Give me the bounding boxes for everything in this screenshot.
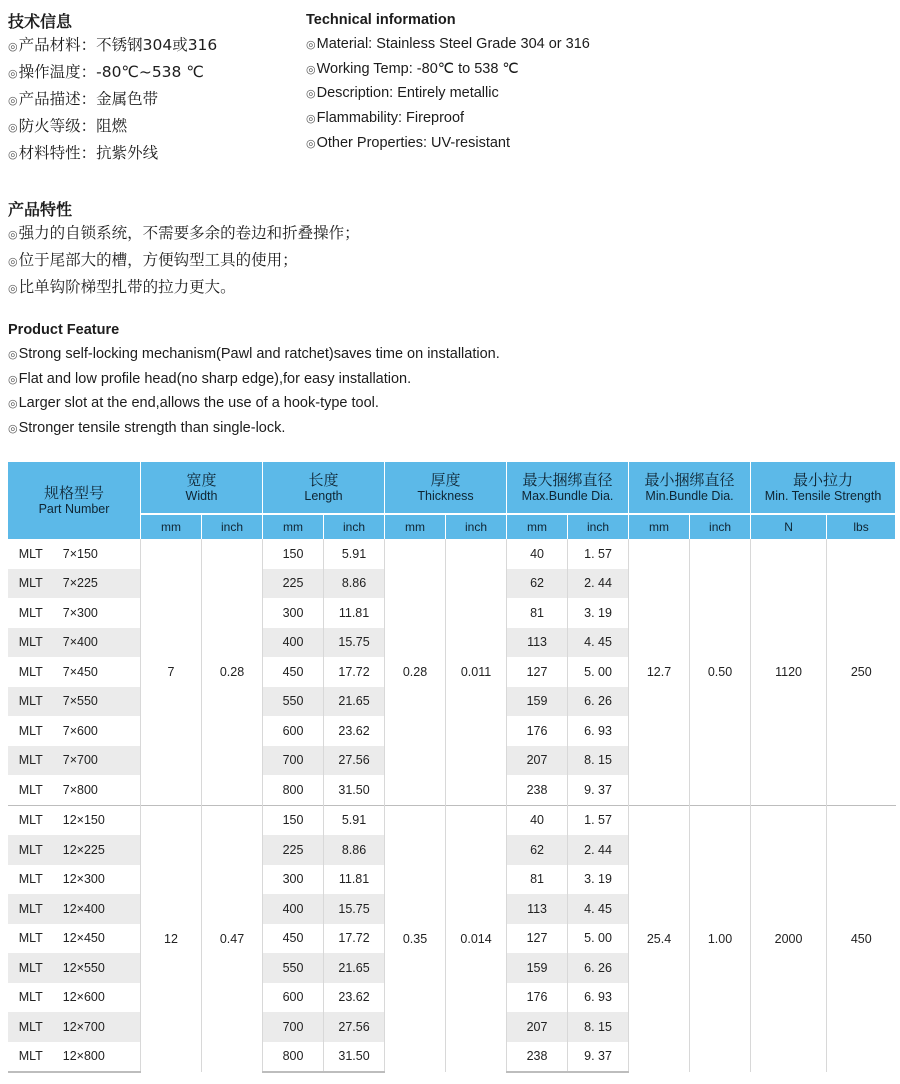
tech-en-title: Technical information: [306, 12, 456, 28]
max-bundle-mm-cell: 40: [507, 805, 568, 835]
unit-cell: mm: [629, 514, 690, 539]
length-mm-cell: 700: [263, 746, 324, 776]
unit-cell: inch: [568, 514, 629, 539]
part-size: 7×150: [62, 546, 98, 561]
max-bundle-inch-cell: 2. 44: [568, 569, 629, 599]
part-size: 7×300: [62, 605, 98, 620]
bullet-icon: ◎: [8, 349, 18, 361]
length-inch-cell: 27.56: [324, 1012, 385, 1042]
feature-en-item: ◎Strong self-locking mechanism(Pawl and ratchet)saves time on installation.: [8, 346, 500, 362]
part-prefix: MLT: [18, 635, 43, 650]
part-prefix: MLT: [18, 1019, 43, 1034]
max-bundle-inch-cell: 8. 15: [568, 1012, 629, 1042]
max-bundle-inch-cell: 4. 45: [568, 628, 629, 658]
bullet-icon: ◎: [8, 94, 18, 107]
length-mm-cell: 450: [263, 657, 324, 687]
header-length: 长度 Length: [263, 462, 385, 514]
min-bundle-mm-cell: 12.7: [629, 539, 690, 805]
length-inch-cell: 15.75: [324, 628, 385, 658]
feature-cn-item: ◎位于尾部大的槽，方便钩型工具的使用；: [8, 251, 298, 269]
feature-cn-item: ◎比单钩阶梯型扎带的拉力更大。: [8, 278, 236, 296]
max-bundle-inch-cell: 6. 93: [568, 716, 629, 746]
length-inch-cell: 17.72: [324, 924, 385, 954]
max-bundle-mm-cell: 176: [507, 983, 568, 1013]
bullet-icon: ◎: [8, 40, 18, 53]
length-mm-cell: 450: [263, 924, 324, 954]
length-inch-cell: 23.62: [324, 716, 385, 746]
length-mm-cell: 800: [263, 775, 324, 805]
tensile-lbs-cell: 450: [827, 805, 896, 1072]
feature-cn-item: ◎强力的自锁系统，不需要多余的卷边和折叠操作；: [8, 224, 360, 242]
length-inch-cell: 5.91: [324, 805, 385, 835]
max-bundle-mm-cell: 127: [507, 657, 568, 687]
length-mm-cell: 600: [263, 716, 324, 746]
part-prefix: MLT: [18, 872, 43, 887]
tech-en-item: ◎Other Properties: UV-resistant: [306, 134, 511, 151]
max-bundle-mm-cell: 81: [507, 865, 568, 895]
unit-cell: lbs: [827, 514, 896, 539]
feature-en-title: Product Feature: [8, 322, 120, 338]
part-number-cell: [8, 865, 141, 895]
max-bundle-mm-cell: 159: [507, 953, 568, 983]
part-prefix: MLT: [18, 901, 43, 916]
max-bundle-mm-cell: 238: [507, 775, 568, 805]
length-inch-cell: 21.65: [324, 953, 385, 983]
length-inch-cell: 5.91: [324, 539, 385, 569]
max-bundle-mm-cell: 238: [507, 1042, 568, 1073]
part-number-cell: [8, 687, 141, 717]
length-mm-cell: 400: [263, 894, 324, 924]
bullet-icon: ◎: [306, 63, 316, 76]
length-mm-cell: 225: [263, 835, 324, 865]
length-mm-cell: 150: [263, 805, 324, 835]
length-inch-cell: 11.81: [324, 865, 385, 895]
length-inch-cell: 31.50: [324, 1042, 385, 1073]
part-number: [19, 635, 129, 649]
part-number-cell: [8, 953, 141, 983]
part-size: 7×225: [62, 576, 98, 591]
unit-cell: inch: [202, 514, 263, 539]
max-bundle-mm-cell: 176: [507, 716, 568, 746]
max-bundle-inch-cell: 9. 37: [568, 775, 629, 805]
bullet-icon: ◎: [8, 121, 18, 134]
length-mm-cell: 225: [263, 569, 324, 599]
part-number: [19, 961, 129, 975]
bullet-icon: ◎: [306, 88, 316, 101]
max-bundle-inch-cell: 8. 15: [568, 746, 629, 776]
max-bundle-mm-cell: 40: [507, 539, 568, 569]
bullet-icon: ◎: [8, 255, 18, 268]
part-size: 12×600: [62, 990, 105, 1005]
table-row: [8, 539, 896, 569]
spec-table-header: [8, 462, 896, 539]
header-width: 宽度 Width: [141, 462, 263, 514]
part-prefix: MLT: [18, 842, 43, 857]
max-bundle-inch-cell: 5. 00: [568, 657, 629, 687]
length-inch-cell: 31.50: [324, 775, 385, 805]
header-thickness: 厚度 Thickness: [385, 462, 507, 514]
bullet-icon: ◎: [306, 137, 316, 150]
part-size: 7×400: [62, 635, 98, 650]
part-prefix: MLT: [18, 576, 43, 591]
part-prefix: MLT: [18, 782, 43, 797]
part-number: [19, 1049, 129, 1063]
max-bundle-inch-cell: 4. 45: [568, 894, 629, 924]
part-prefix: MLT: [18, 1049, 43, 1064]
length-inch-cell: 11.81: [324, 598, 385, 628]
tensile-n-cell: 2000: [751, 805, 827, 1072]
part-prefix: MLT: [18, 694, 43, 709]
min-bundle-inch-cell: 1.00: [690, 805, 751, 1072]
tech-en-list: [306, 32, 590, 155]
part-number-cell: [8, 657, 141, 687]
length-mm-cell: 800: [263, 1042, 324, 1073]
unit-cell: inch: [446, 514, 507, 539]
tech-cn-list: [8, 32, 217, 167]
bullet-icon: ◎: [306, 113, 316, 126]
max-bundle-mm-cell: 62: [507, 835, 568, 865]
unit-cell: N: [751, 514, 827, 539]
unit-cell: inch: [324, 514, 385, 539]
width-inch-cell: 0.28: [202, 539, 263, 805]
part-size: 12×800: [62, 1049, 105, 1064]
width-inch-cell: 0.47: [202, 805, 263, 1072]
min-bundle-inch-cell: 0.50: [690, 539, 751, 805]
thickness-mm-cell: 0.35: [385, 805, 446, 1072]
max-bundle-inch-cell: 9. 37: [568, 1042, 629, 1073]
part-number: [19, 665, 129, 679]
bullet-icon: ◎: [8, 282, 18, 295]
part-number: [19, 843, 129, 857]
unit-cell: mm: [141, 514, 202, 539]
spec-table: [7, 462, 896, 1073]
feature-en-item: ◎Flat and low profile head(no sharp edge),for easy installation.: [8, 370, 412, 387]
max-bundle-inch-cell: 3. 19: [568, 865, 629, 895]
length-inch-cell: 23.62: [324, 983, 385, 1013]
part-number: [19, 872, 129, 886]
bullet-icon: ◎: [8, 148, 18, 161]
part-number: [19, 813, 129, 827]
length-mm-cell: 300: [263, 598, 324, 628]
tech-en-item: ◎Flammability: Fireproof: [306, 110, 465, 127]
max-bundle-mm-cell: 207: [507, 1012, 568, 1042]
part-size: 12×700: [62, 1019, 105, 1034]
part-number-cell: [8, 746, 141, 776]
part-number-cell: [8, 835, 141, 865]
bullet-icon: ◎: [8, 373, 18, 386]
part-prefix: MLT: [18, 605, 43, 620]
feature-en-item: ◎Stronger tensile strength than single-lock.: [8, 420, 286, 437]
part-size: 7×800: [62, 782, 98, 797]
unit-cell: mm: [263, 514, 324, 539]
part-number: [19, 1020, 129, 1034]
length-mm-cell: 300: [263, 865, 324, 895]
part-number-cell: [8, 1012, 141, 1042]
part-size: 12×300: [62, 872, 105, 887]
part-number-cell: [8, 983, 141, 1013]
header-part-number: 规格型号 Part Number: [8, 462, 141, 539]
tech-en-item: ◎Material: Stainless Steel Grade 304 or 316: [306, 36, 590, 52]
max-bundle-inch-cell: 6. 93: [568, 983, 629, 1013]
max-bundle-mm-cell: 81: [507, 598, 568, 628]
max-bundle-inch-cell: 3. 19: [568, 598, 629, 628]
part-number: [19, 606, 129, 620]
part-number: [19, 694, 129, 708]
tech-cn-item: ◎产品材料：不锈钢304或316: [8, 36, 218, 54]
feature-cn-title: 产品特性: [8, 200, 73, 219]
unit-cell: mm: [385, 514, 446, 539]
part-number: [19, 990, 129, 1004]
max-bundle-mm-cell: 113: [507, 628, 568, 658]
part-prefix: MLT: [18, 546, 43, 561]
part-size: 12×150: [62, 813, 105, 828]
length-mm-cell: 600: [263, 983, 324, 1013]
part-size: 7×550: [62, 694, 98, 709]
length-mm-cell: 550: [263, 687, 324, 717]
part-size: 7×450: [62, 664, 98, 679]
header-max-bundle-dia: 最大捆绑直径 Max.Bundle Dia.: [507, 462, 629, 514]
header-min-bundle-dia: 最小捆绑直径 Min.Bundle Dia.: [629, 462, 751, 514]
max-bundle-inch-cell: 5. 00: [568, 924, 629, 954]
length-inch-cell: 27.56: [324, 746, 385, 776]
part-prefix: MLT: [18, 990, 43, 1005]
part-number: [19, 783, 129, 797]
part-number: [19, 576, 129, 590]
max-bundle-inch-cell: 6. 26: [568, 687, 629, 717]
part-number-cell: [8, 569, 141, 599]
part-number-cell: [8, 775, 141, 805]
tech-cn-title: 技术信息: [8, 12, 73, 31]
width-mm-cell: 7: [141, 539, 202, 805]
header-min-tensile-strength: 最小拉力 Min. Tensile Strength: [751, 462, 896, 514]
min-bundle-mm-cell: 25.4: [629, 805, 690, 1072]
length-inch-cell: 8.86: [324, 569, 385, 599]
part-number: [19, 753, 129, 767]
tech-cn-item: ◎材料特性：抗紫外线: [8, 144, 159, 162]
unit-cell: inch: [690, 514, 751, 539]
unit-cell: mm: [507, 514, 568, 539]
length-mm-cell: 150: [263, 539, 324, 569]
tech-en-item: ◎Description: Entirely metallic: [306, 85, 499, 102]
length-mm-cell: 700: [263, 1012, 324, 1042]
part-number-cell: [8, 894, 141, 924]
spec-table-body: [8, 539, 896, 1072]
part-prefix: MLT: [18, 813, 43, 828]
feature-en-item: ◎Larger slot at the end,allows the use of a hook-type tool.: [8, 395, 379, 412]
part-size: 12×450: [62, 931, 105, 946]
bullet-icon: ◎: [8, 67, 18, 80]
part-number: [19, 931, 129, 945]
tech-cn-item: ◎产品描述：金属色带: [8, 90, 159, 108]
part-number-cell: [8, 628, 141, 658]
bullet-icon: ◎: [306, 39, 316, 51]
width-mm-cell: 12: [141, 805, 202, 1072]
part-size: 7×700: [62, 753, 98, 768]
thickness-mm-cell: 0.28: [385, 539, 446, 805]
part-prefix: MLT: [18, 723, 43, 738]
feature-en-list: [8, 342, 500, 441]
max-bundle-inch-cell: 6. 26: [568, 953, 629, 983]
part-prefix: MLT: [18, 664, 43, 679]
length-mm-cell: 400: [263, 628, 324, 658]
part-number: [19, 724, 129, 738]
length-inch-cell: 8.86: [324, 835, 385, 865]
thickness-inch-cell: 0.011: [446, 539, 507, 805]
max-bundle-inch-cell: 1. 57: [568, 805, 629, 835]
part-size: 12×225: [62, 842, 105, 857]
part-prefix: MLT: [18, 931, 43, 946]
table-row: [8, 805, 896, 835]
length-inch-cell: 17.72: [324, 657, 385, 687]
length-inch-cell: 15.75: [324, 894, 385, 924]
part-size: 12×400: [62, 901, 105, 916]
max-bundle-inch-cell: 1. 57: [568, 539, 629, 569]
part-number-cell: [8, 716, 141, 746]
part-number-cell: [8, 805, 141, 835]
tensile-lbs-cell: 250: [827, 539, 896, 805]
max-bundle-mm-cell: 113: [507, 894, 568, 924]
max-bundle-mm-cell: 159: [507, 687, 568, 717]
tensile-n-cell: 1120: [751, 539, 827, 805]
length-mm-cell: 550: [263, 953, 324, 983]
part-number-cell: [8, 539, 141, 569]
part-prefix: MLT: [18, 753, 43, 768]
feature-cn-list: [8, 220, 360, 301]
part-prefix: MLT: [18, 960, 43, 975]
bullet-icon: ◎: [8, 398, 18, 411]
max-bundle-mm-cell: 207: [507, 746, 568, 776]
tech-cn-item: ◎操作温度：-80℃~538 ℃: [8, 63, 204, 81]
part-size: 12×550: [62, 960, 105, 975]
length-inch-cell: 21.65: [324, 687, 385, 717]
thickness-inch-cell: 0.014: [446, 805, 507, 1072]
part-number-cell: [8, 598, 141, 628]
part-number: [19, 902, 129, 916]
part-number-cell: [8, 1042, 141, 1073]
part-number: [19, 547, 129, 561]
tech-en-item: ◎Working Temp: -80℃ to 538 ℃: [306, 60, 519, 77]
part-size: 7×600: [62, 723, 98, 738]
part-number-cell: [8, 924, 141, 954]
bullet-icon: ◎: [8, 228, 18, 241]
bullet-icon: ◎: [8, 423, 18, 436]
tech-cn-item: ◎防火等级：阻燃: [8, 117, 128, 135]
max-bundle-mm-cell: 127: [507, 924, 568, 954]
max-bundle-mm-cell: 62: [507, 569, 568, 599]
max-bundle-inch-cell: 2. 44: [568, 835, 629, 865]
